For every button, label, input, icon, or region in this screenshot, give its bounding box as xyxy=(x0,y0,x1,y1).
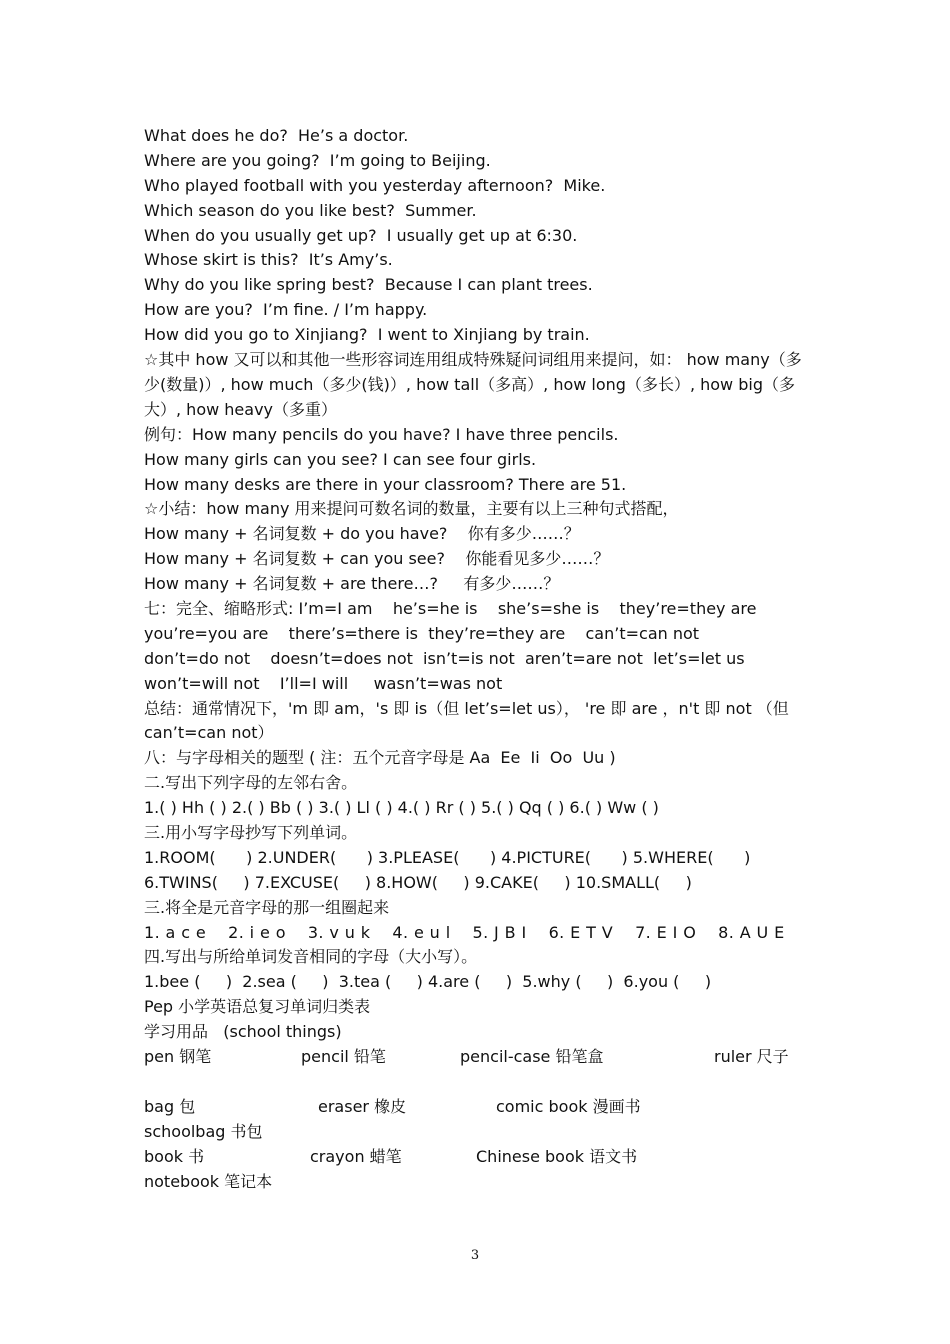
qa-line: Which season do you like best? Summer. xyxy=(144,200,477,220)
vocab-item: schoolbag 书包 xyxy=(144,1121,263,1141)
contraction-line: won’t=will not I’ll=I will wasn’t=was not xyxy=(144,673,503,693)
vocab-item: pen 钢笔 xyxy=(144,1047,212,1067)
exercise-heading: 八：与字母相关的题型 ( 注：五个元音字母是 Aa Ee Ii Oo Uu ) xyxy=(144,748,616,768)
vocab-item: pencil 铅笔 xyxy=(301,1047,386,1067)
pattern-line: How many + 名词复数 + can you see? 你能看见多少……？ xyxy=(144,549,610,569)
neighbors-exercise: 1.( ) Hh ( ) 2.( ) Bb ( ) 3.( ) Ll ( ) 4.( ) Rr ( ) 5.( ) Qq ( ) 6.( ) Ww ( ) xyxy=(144,798,659,818)
contraction-section xyxy=(144,597,824,697)
exercise-line: 6.TWINS( ) 7.EXCUSE( ) 8.HOW( ) 9.CAKE( ) 10.SMALL( ) xyxy=(144,872,692,892)
exercise-line: 1. a c e 2. i e o 3. v u k 4. e u l 5. J B I 6. E T V 7. E I O 8. A U E xyxy=(144,922,785,942)
vocab-row xyxy=(144,1095,824,1120)
vocab-item: pencil-case 铅笔盒 xyxy=(460,1047,604,1067)
vocab-row xyxy=(144,1170,824,1195)
example-line: How many girls can you see? I can see four girls. xyxy=(144,449,537,469)
qa-line: Whose skirt is this? It’s Amy’s. xyxy=(144,250,393,270)
qa-line: When do you usually get up? I usually get up at 6:30. xyxy=(144,225,578,245)
contraction-line: don’t=do not doesn’t=does not isn’t=is not aren’t=are not let’s=let us xyxy=(144,648,745,668)
exercise-heading: 三.用小写字母抄写下列单词。 xyxy=(144,823,358,843)
document-body xyxy=(144,124,824,1194)
qa-line: Who played football with you yesterday afternoon? Mike. xyxy=(144,175,606,195)
how-note-paragraph: ☆其中 how 又可以和其他一些形容词连用组成特殊疑问词组用来提问，如： how many（多少(数量)）, how much（多少(钱)）, how tall（多高）, how long（多长）, how big（多大）, how heavy（多重） xyxy=(144,350,802,419)
vocab-title: Pep 小学英语总复习单词归类表 xyxy=(144,997,371,1017)
vocab-row xyxy=(144,1045,824,1070)
pattern-line: How many + 名词复数 + do you have? 你有多少……？ xyxy=(144,524,580,544)
pattern-line: How many + 名词复数 + are there…? 有多少……？ xyxy=(144,574,560,594)
vocab-item: bag 包 xyxy=(144,1096,196,1116)
example-line: How many desks are there in your classroom? There are 51. xyxy=(144,474,627,494)
vocab-row xyxy=(144,1145,824,1170)
contraction-line: 七：完全、缩略形式: I’m=I am he’s=he is she’s=she is they’re=they are xyxy=(144,598,757,618)
exercise-heading: 二.写出下列字母的左邻右舍。 xyxy=(144,773,358,793)
contraction-line: you’re=you are there’s=there is they’re=they are can’t=can not xyxy=(144,623,700,643)
vocab-item: Chinese book 语文书 xyxy=(476,1146,638,1166)
qa-line: What does he do? He’s a doctor. xyxy=(144,126,409,145)
vocab-item: ruler 尺子 xyxy=(714,1047,789,1067)
qa-line: How did you go to Xinjiang? I went to Xinjiang by train. xyxy=(144,325,590,345)
page-number: 3 xyxy=(470,1248,480,1263)
vocab-item: crayon 蜡笔 xyxy=(310,1146,402,1166)
summary-paragraph: 总结：通常情况下，'m 即 am，'s 即 is（但 let’s=let us）， 're 即 are ，n't 即 not （但 can’t=can not） xyxy=(144,698,789,743)
vocab-item: eraser 橡皮 xyxy=(318,1096,407,1116)
qa-line: Why do you like spring best? Because I can plant trees. xyxy=(144,275,593,295)
exercise-line: 1.ROOM( ) 2.UNDER( ) 3.PLEASE( ) 4.PICTURE( ) 5.WHERE( ) xyxy=(144,847,751,867)
vocab-row xyxy=(144,1120,824,1145)
vocab-item: comic book 漫画书 xyxy=(496,1096,641,1116)
vocab-category: 学习用品 (school things) xyxy=(144,1022,342,1042)
exercise-heading: 三.将全是元音字母的那一组圈起来 xyxy=(144,897,390,917)
summary-line: ☆小结：how many 用来提问可数名词的数量，主要有以上三种句式搭配， xyxy=(144,499,679,519)
example-section xyxy=(144,423,824,597)
exercise-heading: 四.写出与所给单词发音相同的字母（大小写）。 xyxy=(144,947,478,967)
example-line: 例句：How many pencils do you have? I have three pencils. xyxy=(144,424,619,444)
vocab-item: notebook 笔记本 xyxy=(144,1171,273,1191)
vocab-item: book 书 xyxy=(144,1146,205,1166)
qa-section xyxy=(144,124,824,348)
qa-line: How are you? I’m fine. / I’m happy. xyxy=(144,300,428,320)
vocab-table xyxy=(144,1045,824,1194)
exercise-section xyxy=(144,746,824,1045)
exercise-line: 1.bee ( ) 2.sea ( ) 3.tea ( ) 4.are ( ) 5.why ( ) 6.you ( ) xyxy=(144,972,712,992)
qa-line: Where are you going? I’m going to Beijing. xyxy=(144,150,491,170)
